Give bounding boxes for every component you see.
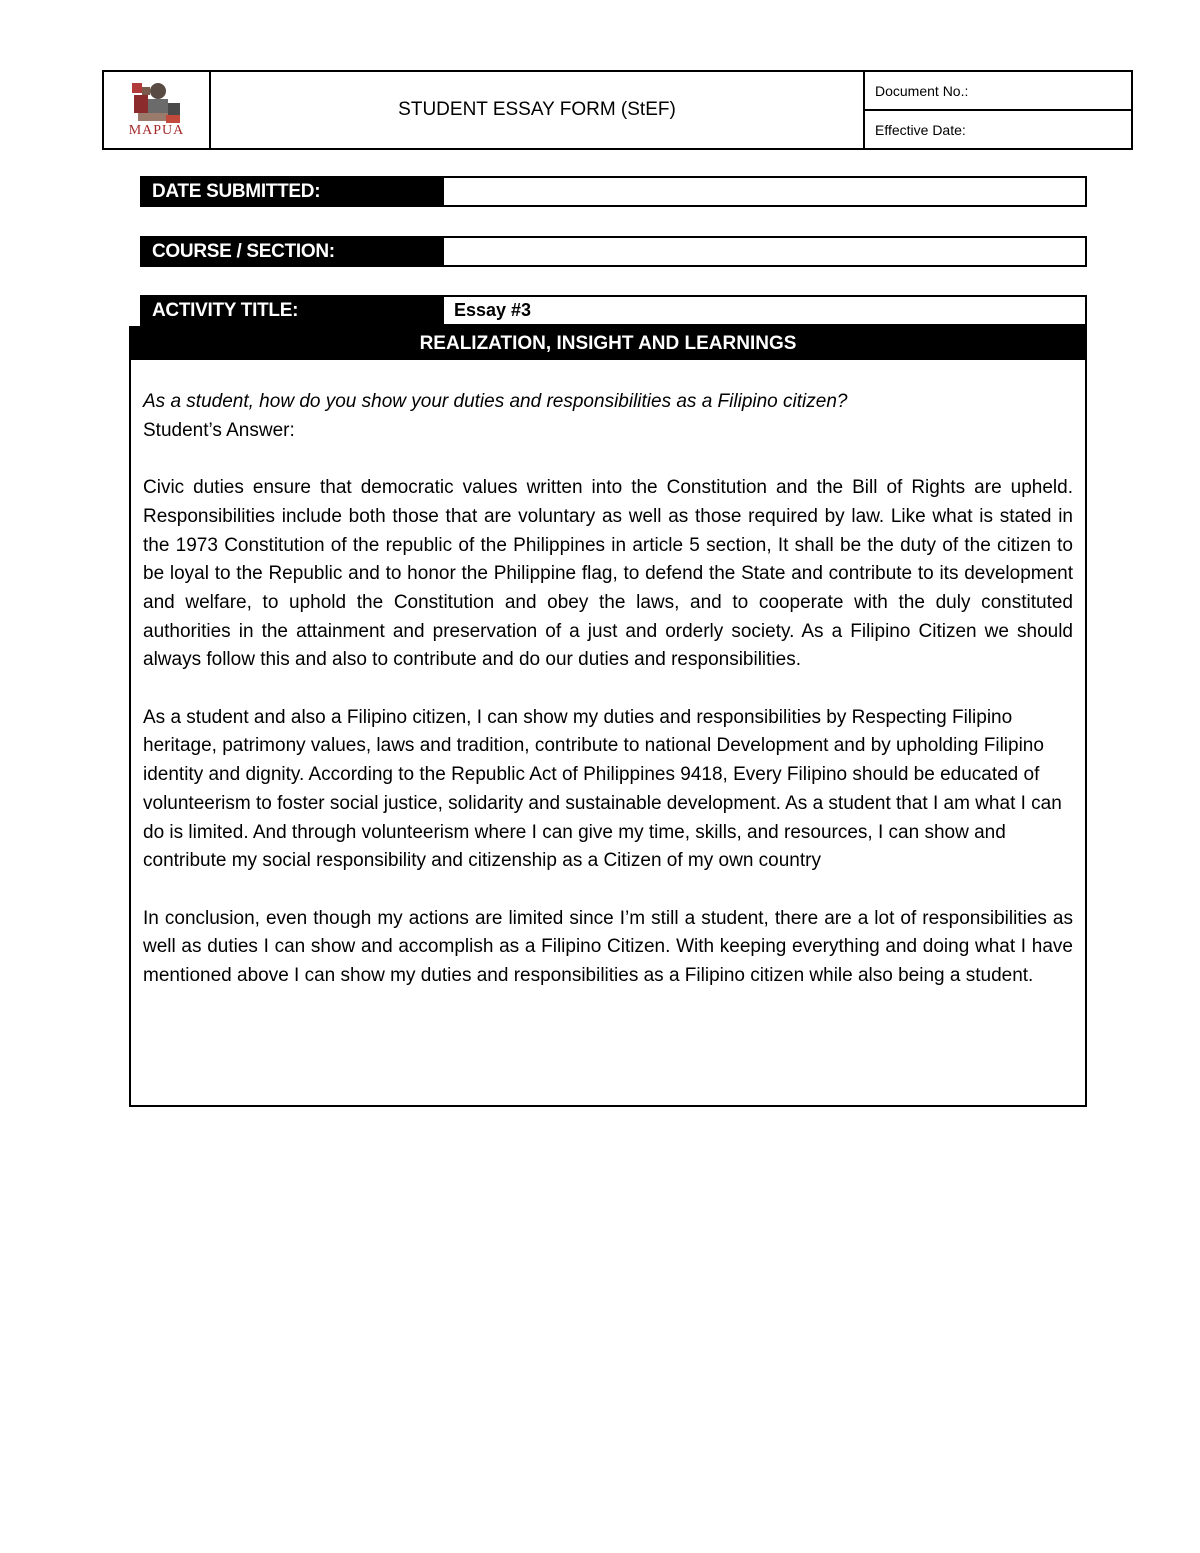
form-title: STUDENT ESSAY FORM (StEF) [211,72,865,148]
date-submitted-label: DATE SUBMITTED: [140,176,442,207]
form-header [102,70,1133,150]
essay-paragraph: Civic duties ensure that democratic values written into the Constitution and the Bill of Rights are upheld. Responsibilities include both those that are voluntary as well as those required by law. Like what is stated in the 1973 Constitution of the republic of the Philippines in article 5 section, It shall be the duty of the citizen to be loyal to the Republic and to honor the Philippine flag, to defend the State and contribute to its development and welfare, to uphold the Constitution and obey the laws, and to cooperate with the duly constituted authorities in the attainment and preservation of a just and orderly society. As a Filipino Citizen we should always follow this and also to contribute and do our duties and responsibilities. [143,477,1073,671]
activity-title-input[interactable]: Essay #3 [442,295,1087,326]
essay-question: As a student, how do you show your duties and responsibilities as a Filipino citizen? [143,391,848,412]
essay-body[interactable] [131,360,1085,991]
logo-cell [104,72,211,148]
course-section-input[interactable] [442,236,1087,267]
course-section-field [140,236,1087,267]
date-submitted-field [140,176,1087,207]
document-info [865,72,1131,148]
essay-paragraph: In conclusion, even though my actions are limited since I’m still a student, there are a lot of responsibilities as well as duties I can show and accomplish as a Filipino Citizen. With keeping everything and doing what I have mentioned above I can show my duties and responsibilities as a Filipino citizen while also being a student. [143,907,1073,987]
essay-paragraph: As a student and also a Filipino citizen, I can show my duties and responsibilities by Respecting Filipino heritage, patrimony values, laws and tradition, contribute to national Development and by upholding Filipino identity and dignity. According to the Republic Act of Philippines 9418, Every Filipino should be educated of volunteerism to foster social justice, solidarity and sustainable development. As a student that I am what I can do is limited. And through volunteerism where I can give my time, skills, and resources, I can show and contribute my social responsibility and citizenship as a Citizen of my own country [143,706,1062,872]
essay-box [129,326,1087,1107]
answer-label: Student’s Answer: [143,419,295,441]
activity-title-field [140,295,1087,326]
activity-title-label: ACTIVITY TITLE: [140,295,442,326]
course-section-label: COURSE / SECTION: [140,236,442,267]
mapua-logo [122,77,192,143]
document-no-label: Document No.: [875,82,969,99]
date-submitted-input[interactable] [442,176,1087,207]
effective-date-label: Effective Date: [865,109,1131,148]
logo-wordmark: MAPUA [128,123,185,138]
essay-section-header: REALIZATION, INSIGHT AND LEARNINGS [131,328,1085,360]
